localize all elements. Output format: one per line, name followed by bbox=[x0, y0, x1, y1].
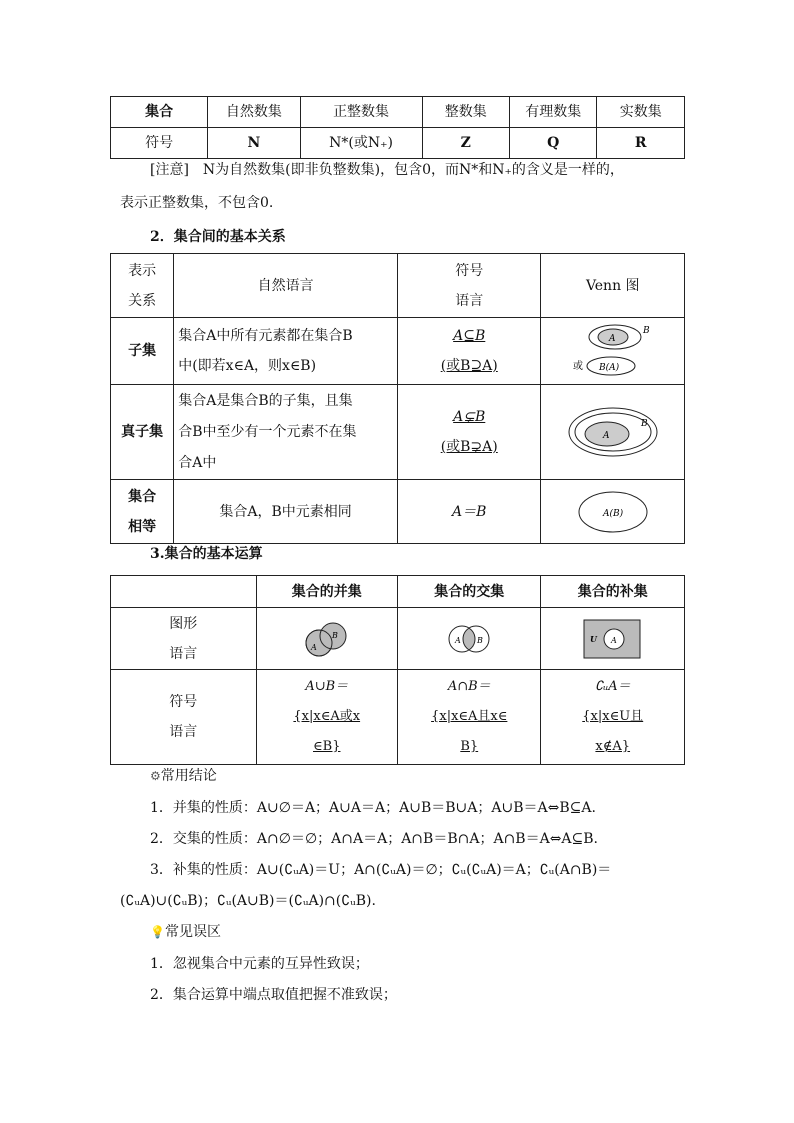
row-label: 语言 bbox=[169, 724, 198, 740]
note-line-1: [注意] N为自然数集(即非负整数集)，包含0，而N*和N₊的含义是一样的， bbox=[150, 162, 624, 178]
table-cell: 自然数集 bbox=[208, 97, 300, 128]
symbol-text: {x|x∈U且 bbox=[582, 709, 644, 724]
table-cell bbox=[397, 318, 541, 385]
row-label: 图形 bbox=[169, 615, 198, 632]
natural-text: 集合A是集合B的子集，且集 bbox=[178, 392, 353, 409]
table-row bbox=[111, 608, 685, 670]
table-cell: 集合 bbox=[111, 97, 208, 128]
section-3-heading: 3.集合的基本运算 bbox=[150, 546, 263, 562]
natural-text: 集合A中所有元素都在集合B bbox=[178, 328, 353, 344]
number-sets-table bbox=[110, 96, 685, 159]
mistake-item: 1．忽视集合中元素的互异性致误； bbox=[150, 956, 369, 972]
table-cell bbox=[111, 576, 257, 608]
union-diagram bbox=[297, 617, 357, 661]
table-row bbox=[111, 97, 685, 128]
table-cell: Venn 图 bbox=[541, 254, 685, 318]
table-row bbox=[111, 128, 685, 159]
row-name: 相等 bbox=[128, 518, 157, 535]
header-symbol-2: 语言 bbox=[455, 292, 484, 309]
svg-text:B(A): B(A) bbox=[598, 363, 619, 373]
table-cell bbox=[174, 318, 398, 385]
header-relation-2: 关系 bbox=[128, 292, 157, 309]
natural-text: 合B中至少有一个元素不在集 bbox=[178, 423, 357, 440]
natural-text: 中(即若x∈A，则x∈B) bbox=[178, 358, 317, 374]
symbol-text: (或B⊇A) bbox=[440, 358, 498, 374]
subset-venn-diagram bbox=[563, 323, 663, 379]
symbol-text: A∪B＝ bbox=[305, 679, 349, 694]
table-cell: 集合的补集 bbox=[541, 576, 685, 608]
table-row bbox=[111, 385, 685, 480]
table-cell bbox=[111, 480, 174, 544]
conclusion-item: 3．补集的性质：A∪(∁ᵤA)＝U；A∩(∁ᵤA)＝∅；∁ᵤ(∁ᵤA)＝A；∁ᵤ(A∩B)＝ bbox=[150, 862, 612, 878]
header-relation-1: 表示 bbox=[128, 262, 157, 279]
symbol-text: A∩B＝ bbox=[447, 679, 491, 694]
table-cell bbox=[397, 670, 541, 765]
intersection-diagram bbox=[439, 617, 499, 661]
table-cell: R bbox=[597, 128, 685, 159]
row-name: 集合 bbox=[128, 488, 157, 505]
table-row bbox=[111, 318, 685, 385]
table-cell: N*(或N₊) bbox=[300, 128, 422, 159]
svg-text:A: A bbox=[310, 642, 317, 652]
svg-text:或: 或 bbox=[572, 361, 583, 372]
table-cell: Q bbox=[510, 128, 597, 159]
table-row bbox=[111, 576, 685, 608]
svg-text:U: U bbox=[589, 633, 597, 644]
operations-table bbox=[110, 575, 685, 765]
table-cell: 符号 bbox=[111, 128, 208, 159]
table-cell bbox=[111, 254, 174, 318]
relation-table bbox=[110, 253, 685, 544]
table-cell bbox=[541, 480, 685, 544]
conclusion-item: 1．并集的性质：A∪∅＝A；A∪A＝A；A∪B＝B∪A；A∪B＝A⇔B⊆A. bbox=[150, 800, 596, 816]
svg-text:A(B): A(B) bbox=[602, 508, 623, 519]
table-cell: 集合的交集 bbox=[397, 576, 541, 608]
table-cell: 集合的并集 bbox=[256, 576, 397, 608]
svg-text:A: A bbox=[608, 334, 616, 344]
table-cell bbox=[256, 670, 397, 765]
conclusion-item: (∁ᵤA)∪(∁ᵤB)；∁ᵤ(A∪B)＝(∁ᵤA)∩(∁ᵤB). bbox=[120, 893, 376, 909]
mistakes-heading: 💡常见误区 bbox=[150, 924, 221, 940]
table-cell bbox=[541, 318, 685, 385]
symbol-text: (或B⊋A) bbox=[440, 439, 498, 455]
symbol-text: x∉A} bbox=[595, 739, 631, 754]
table-cell: N bbox=[208, 128, 300, 159]
table-cell bbox=[397, 385, 541, 480]
svg-text:A: A bbox=[602, 431, 610, 441]
svg-text:A: A bbox=[610, 635, 617, 645]
section-2-heading: 2．集合间的基本关系 bbox=[150, 229, 286, 245]
proper-subset-venn-diagram bbox=[563, 402, 663, 462]
table-cell: 自然语言 bbox=[174, 254, 398, 318]
svg-text:A: A bbox=[455, 635, 462, 645]
table-cell: Z bbox=[422, 128, 509, 159]
table-cell: 实数集 bbox=[597, 97, 685, 128]
svg-text:B: B bbox=[331, 630, 338, 640]
symbol-text: B} bbox=[460, 739, 479, 754]
svg-text:B: B bbox=[477, 635, 484, 645]
row-label: 符号 bbox=[169, 694, 198, 710]
symbol-text: ∈B} bbox=[313, 739, 341, 754]
lightbulb-icon: 💡 bbox=[150, 925, 165, 939]
symbol-text: A⊆B bbox=[453, 328, 486, 344]
conclusion-item: 2．交集的性质：A∩∅＝∅；A∩A＝A；A∩B＝B∩A；A∩B＝A⇔A⊆B. bbox=[150, 831, 599, 847]
table-cell bbox=[111, 670, 257, 765]
gear-icon: ⚙ bbox=[150, 769, 161, 783]
table-row bbox=[111, 254, 685, 318]
table-cell bbox=[397, 254, 541, 318]
table-cell: 整数集 bbox=[422, 97, 509, 128]
natural-text: 合A中 bbox=[178, 454, 217, 471]
table-cell: 真子集 bbox=[111, 385, 174, 480]
table-cell bbox=[397, 608, 541, 670]
table-cell bbox=[174, 385, 398, 480]
table-cell bbox=[541, 608, 685, 670]
svg-text:B: B bbox=[640, 419, 648, 429]
table-cell bbox=[256, 608, 397, 670]
conclusions-heading: ⚙常用结论 bbox=[150, 768, 217, 784]
row-label: 语言 bbox=[169, 645, 198, 662]
table-cell: 有理数集 bbox=[510, 97, 597, 128]
table-cell: 正整数集 bbox=[300, 97, 422, 128]
symbol-text: ∁ᵤA＝ bbox=[594, 679, 631, 694]
equal-sets-venn-diagram bbox=[563, 487, 663, 537]
svg-text:B: B bbox=[642, 326, 650, 336]
table-cell bbox=[541, 385, 685, 480]
table-cell bbox=[111, 608, 257, 670]
note-line-2: 表示正整数集，不包含0. bbox=[120, 195, 274, 211]
header-symbol-1: 符号 bbox=[455, 262, 484, 279]
table-cell: 子集 bbox=[111, 318, 174, 385]
table-cell: 集合A，B中元素相同 bbox=[174, 480, 398, 544]
symbol-text: A⊊B bbox=[453, 409, 486, 425]
table-cell bbox=[541, 670, 685, 765]
table-row bbox=[111, 670, 685, 765]
table-row bbox=[111, 480, 685, 544]
symbol-text: {x|x∈A或x bbox=[293, 709, 361, 724]
table-cell: A＝B bbox=[397, 480, 541, 544]
complement-diagram bbox=[582, 617, 644, 661]
symbol-text: {x|x∈A且x∈ bbox=[431, 709, 508, 724]
mistake-item: 2．集合运算中端点取值把握不准致误； bbox=[150, 987, 397, 1003]
